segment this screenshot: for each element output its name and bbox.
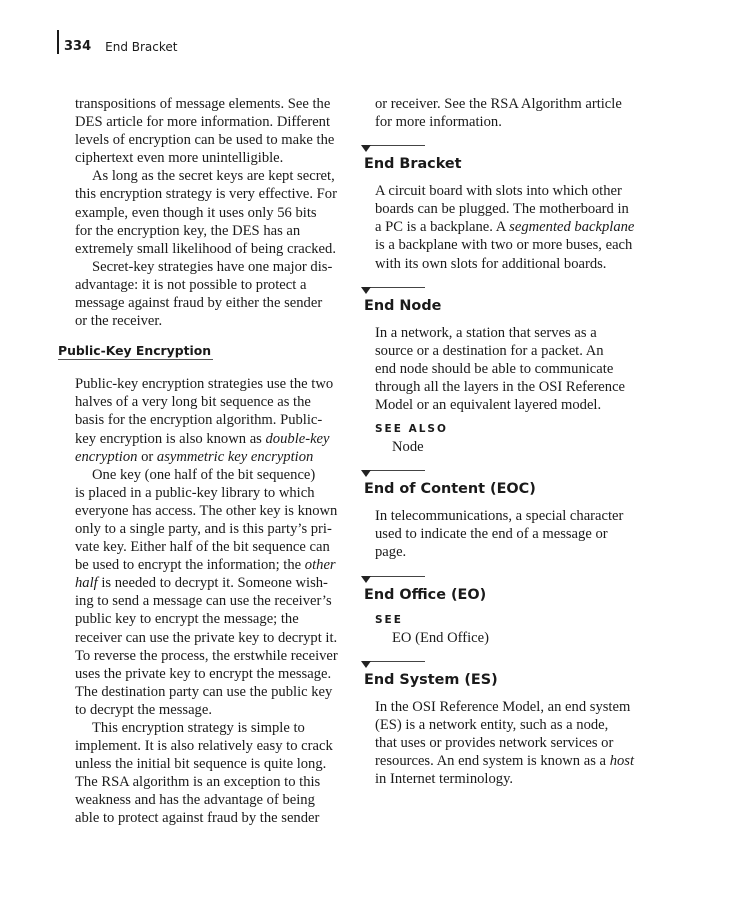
- text-line: be used to encrypt the information; the: [75, 557, 305, 574]
- text-line: used to indicate the end of a message or: [375, 526, 608, 543]
- text-line: that uses or provides network services or: [375, 734, 614, 751]
- text-line: to decrypt the message.: [75, 701, 212, 718]
- triangle-marker-icon: [361, 287, 371, 294]
- entry-body: [362, 182, 647, 272]
- entry-marker: [362, 576, 647, 586]
- italic-term: half: [75, 575, 98, 592]
- text-line: everyone has access. The other key is known: [75, 502, 338, 519]
- text-line: resources. An end system is known as a: [375, 752, 610, 769]
- text-line: unless the initial bit sequence is quite long.: [75, 756, 327, 773]
- text-line: vate key. Either half of the bit sequence can: [75, 539, 330, 556]
- italic-term: double-key: [265, 430, 330, 447]
- text-line: end node should be able to communicate: [375, 360, 614, 377]
- page-header: [57, 30, 178, 54]
- section-heading-public-key: Public-Key Encryption: [58, 343, 212, 359]
- page-number: 334: [64, 39, 92, 54]
- text-line: The RSA algorithm is an exception to this: [75, 774, 321, 791]
- entry-marker: [362, 145, 647, 155]
- text-line: or receiver. See the RSA Algorithm article: [375, 96, 622, 112]
- text-line: This encryption strategy is simple to: [92, 720, 305, 736]
- entry-title: End Office (EO): [364, 586, 487, 603]
- triangle-marker-icon: [361, 470, 371, 477]
- text-line: extremely small likelihood of being cracked.: [75, 240, 336, 257]
- entry-end-office: [362, 576, 647, 647]
- text-line: message against fraud by either the sender: [75, 295, 323, 312]
- entry-body: [362, 698, 647, 788]
- text-line: page.: [375, 544, 407, 561]
- text-line: source or a destination for a packet. An: [375, 342, 604, 359]
- text-line: receiver can use the private key to decrypt it.: [75, 629, 338, 646]
- paragraph-secret-keys: [75, 167, 343, 257]
- text-line: uses the private key to encrypt the message.: [75, 665, 332, 682]
- text-line: or the receiver.: [75, 313, 163, 330]
- paragraph-des-continued: [75, 95, 343, 167]
- text-line: Public-key encryption strategies use the two: [75, 376, 334, 393]
- paragraph-simple-to-implement: [75, 719, 343, 828]
- entry-marker: [362, 470, 647, 480]
- text-line: A circuit board with slots into which other: [375, 183, 622, 200]
- entry-title: End Bracket: [364, 156, 462, 173]
- text-line: ciphertext even more unintelligible.: [75, 150, 284, 167]
- entry-end-system: [362, 661, 647, 788]
- see-label: SEE: [375, 613, 403, 626]
- see-also-label: SEE ALSO: [375, 423, 448, 436]
- text-line: In telecommunications, a special character: [375, 508, 624, 525]
- entry-end-bracket: [362, 145, 647, 272]
- entry-title: End Node: [364, 297, 442, 314]
- text-fragment: or: [137, 448, 157, 465]
- italic-term: host: [609, 752, 635, 769]
- left-column: [58, 95, 343, 828]
- text-line: In the OSI Reference Model, an end system: [375, 698, 631, 715]
- text-line: this encryption strategy is very effective. For: [75, 186, 337, 203]
- entry-title: End of Content (EOC): [364, 481, 536, 498]
- text-line: only to a single party, and is this party’s pri-: [75, 520, 332, 537]
- text-line: implement. It is also relatively easy to crack: [75, 738, 333, 755]
- see-link[interactable]: EO (End Office): [392, 629, 489, 646]
- italic-term: other: [304, 557, 336, 574]
- text-line: To reverse the process, the erstwhile receiver: [75, 647, 338, 664]
- right-column: [362, 95, 647, 788]
- paragraph-rsa-continued: [362, 95, 647, 131]
- entry-end-node: [362, 287, 647, 457]
- text-line: for more information.: [375, 114, 502, 131]
- text-line: with its own slots for additional boards.: [375, 255, 607, 272]
- text-line: example, even though it uses only 56 bits: [75, 204, 317, 221]
- text-line: is a backplane with two or more buses, each: [375, 237, 633, 254]
- text-line: The destination party can use the public key: [75, 683, 333, 700]
- text-line: transpositions of message elements. See the: [75, 96, 331, 112]
- text-line: levels of encryption can be used to make the: [75, 132, 335, 149]
- triangle-marker-icon: [361, 145, 371, 152]
- header-rule: [57, 30, 59, 54]
- text-line: through all the layers in the OSI Reference: [375, 378, 626, 395]
- text-line: Model or an equivalent layered model.: [375, 397, 602, 414]
- entry-title: End System (ES): [364, 671, 498, 688]
- text-line: One key (one half of the bit sequence): [92, 466, 316, 483]
- text-line: in Internet terminology.: [375, 770, 514, 787]
- italic-term: segmented backplane: [509, 219, 635, 236]
- text-line: boards can be plugged. The motherboard in: [375, 201, 629, 218]
- text-fragment: is needed to decrypt it. Someone wish-: [97, 575, 328, 592]
- running-title: End Bracket: [105, 40, 178, 54]
- entry-marker: [362, 661, 647, 671]
- text-line: able to protect against fraud by the sender: [75, 810, 320, 827]
- text-line: DES article for more information. Different: [75, 114, 331, 131]
- text-line: for the encryption key, the DES has an: [75, 222, 301, 239]
- text-line: is placed in a public-key library to which: [75, 484, 315, 501]
- italic-term: encryption: [75, 448, 138, 465]
- triangle-marker-icon: [361, 576, 371, 583]
- text-line: a PC is a backplane. A: [375, 219, 510, 236]
- text-line: (ES) is a network entity, such as a node,: [375, 716, 609, 733]
- text-line: In a network, a station that serves as a: [375, 324, 597, 341]
- text-line: advantage: it is not possible to protect a: [75, 276, 307, 293]
- entry-body: [362, 507, 647, 561]
- text-line: weakness and has the advantage of being: [75, 792, 315, 809]
- see-also-link[interactable]: Node: [392, 439, 424, 456]
- paragraph-one-key: [75, 466, 343, 719]
- entry-marker: [362, 287, 647, 297]
- text-line: ing to send a message can use the receiver’s: [75, 593, 332, 610]
- text-line: key encryption is also known as: [75, 430, 266, 447]
- paragraph-public-key-intro: [75, 375, 343, 465]
- text-line: public key to encrypt the message; the: [75, 611, 299, 628]
- triangle-marker-icon: [361, 661, 371, 668]
- text-line: Secret-key strategies have one major dis-: [92, 258, 333, 275]
- italic-term: asymmetric key encryption: [156, 448, 314, 465]
- text-line: basis for the encryption algorithm. Public-: [75, 412, 323, 429]
- entry-end-of-content: [362, 470, 647, 561]
- paragraph-disadvantage: [75, 258, 343, 330]
- text-line: halves of a very long bit sequence as the: [75, 394, 311, 411]
- entry-body: [362, 324, 647, 414]
- text-line: As long as the secret keys are kept secret,: [92, 168, 335, 185]
